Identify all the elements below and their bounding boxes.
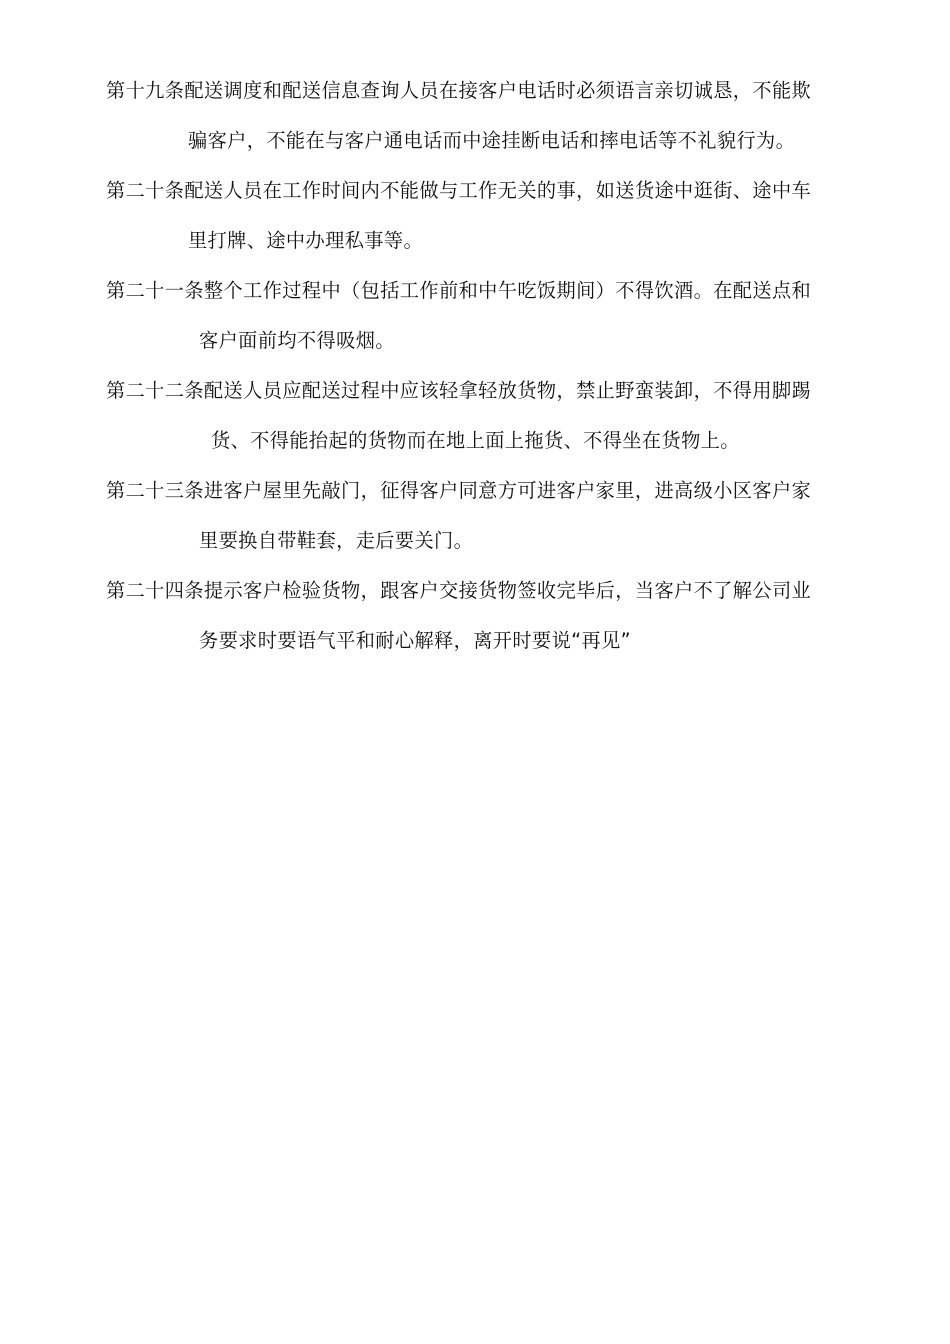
- article-20-line-1: 第二十条配送人员在工作时间内不能做与工作无关的事，如送货途中逛街、途中车: [106, 179, 812, 202]
- article-24-line-2: 务要求时要语气平和耐心解释，离开时要说“再见”: [199, 629, 632, 652]
- article-23-line-2: 里要换自带鞋套，走后要关门。: [199, 529, 474, 552]
- article-24-line-1: 第二十四条提示客户检验货物，跟客户交接货物签收完毕后，当客户不了解公司业: [106, 579, 812, 602]
- article-22-line-2: 货、不得能抬起的货物而在地上面上拖货、不得坐在货物上。: [211, 429, 740, 452]
- article-21-line-2: 客户面前均不得吸烟。: [199, 329, 395, 352]
- article-19-line-2: 骗客户，不能在与客户通电话而中途挂断电话和摔电话等不礼貌行为。: [188, 129, 796, 152]
- article-21-line-1: 第二十一条整个工作过程中（包括工作前和中午吃饭期间）不得饮酒。在配送点和: [106, 279, 812, 302]
- article-20-line-2: 里打牌、途中办理私事等。: [188, 229, 424, 252]
- article-23-line-1: 第二十三条进客户屋里先敲门，征得客户同意方可进客户家里，进高级小区客户家: [106, 479, 812, 502]
- article-22-line-1: 第二十二条配送人员应配送过程中应该轻拿轻放货物，禁止野蛮装卸，不得用脚踢: [106, 379, 812, 402]
- article-19-line-1: 第十九条配送调度和配送信息查询人员在接客户电话时必须语言亲切诚恳，不能欺: [106, 79, 812, 102]
